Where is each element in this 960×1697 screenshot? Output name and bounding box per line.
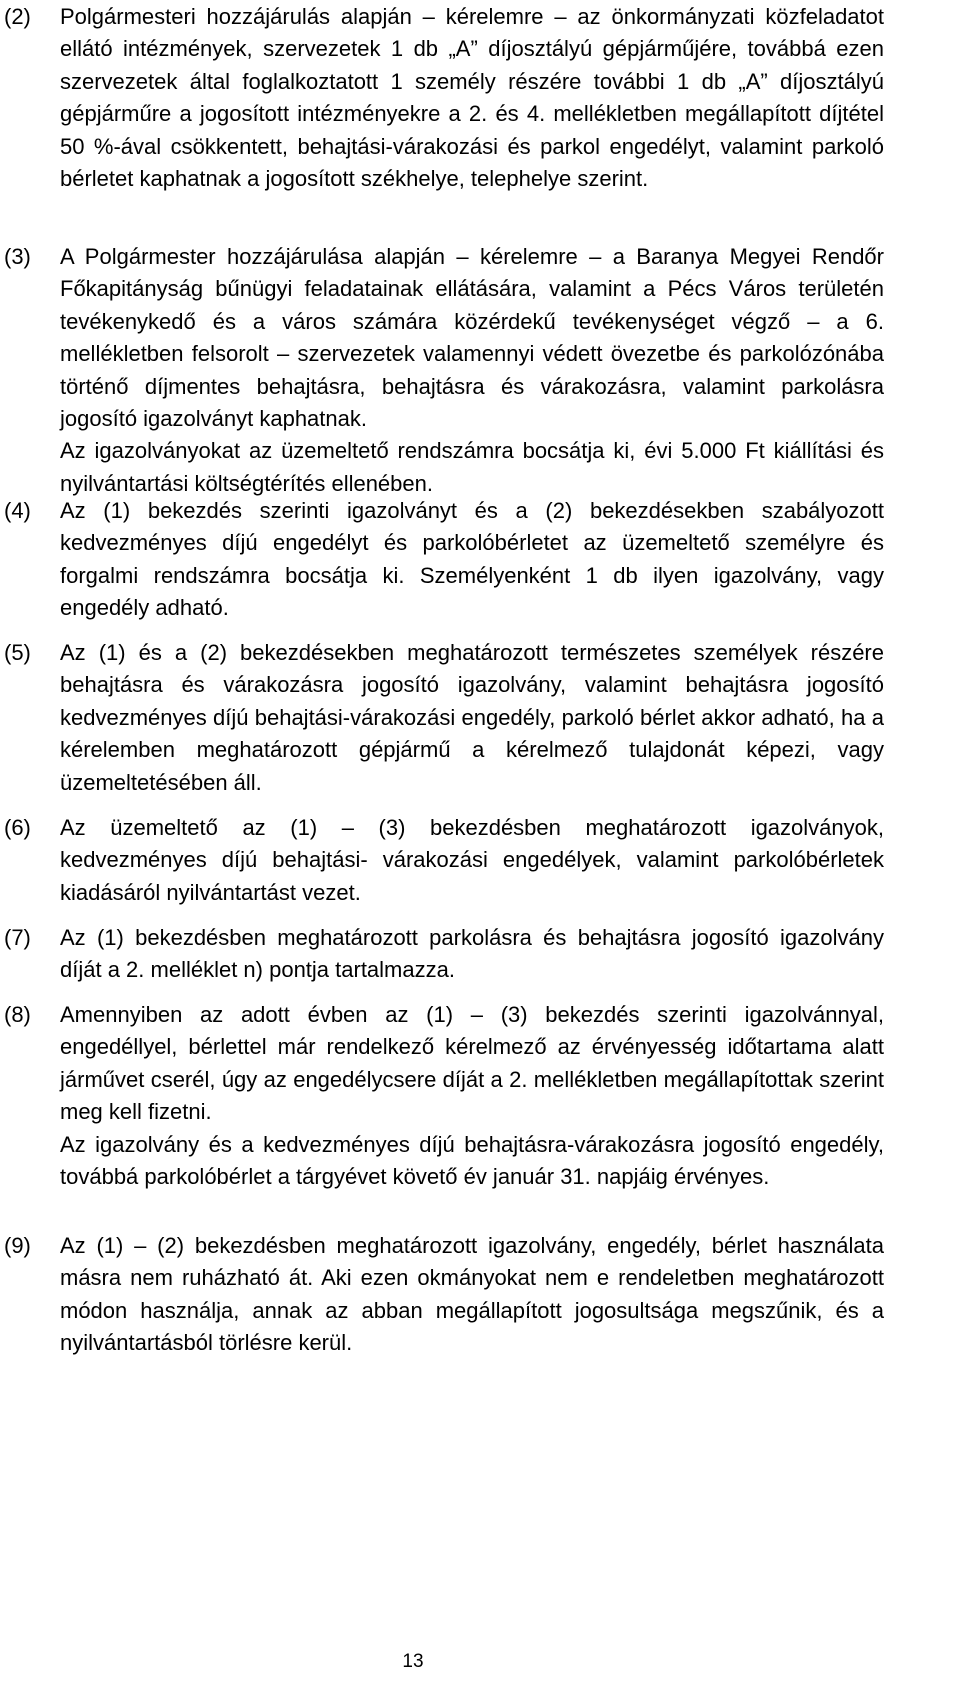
paragraph-text: Az igazolvány és a kedvezményes díjú behajtásra-várakozásra jogosító engedély, továbbá parkolóbérlet a tárgyévet követő év január 31. napjáig érvényes. bbox=[60, 1131, 884, 1190]
paragraph-body bbox=[60, 495, 884, 625]
paragraph-body bbox=[60, 1230, 884, 1360]
paragraph-text: A Polgármester hozzájárulása alapján – kérelemre – a Baranya Megyei Rendőr Főkapitányság bűnügyi feladatainak ellátására, valamint a Pécs Város területén tevékenykedő és a város számára közérdekű tevékenységet végző – a 6. mellékletben felsorolt – szervezetek valamennyi védett övezetbe és parkolózónába történő díjmentes behajtásra, behajtásra és várakozásra, valamint parkolásra jogosító igazolványt kaphatnak. bbox=[60, 244, 884, 432]
paragraph-number: (3) bbox=[4, 244, 31, 269]
paragraph-number: (4) bbox=[4, 498, 31, 523]
paragraph-text: Az (1) bekezdésben meghatározott parkolásra és behajtásra jogosító igazolvány díját a 2. melléklet n) pontja tartalmazza. bbox=[60, 925, 884, 983]
paragraph-body bbox=[60, 812, 884, 909]
paragraph-body bbox=[60, 637, 884, 799]
paragraph-text: Az üzemeltető az (1) – (3) bekezdésben meghatározott igazolványok, kedvezményes díjú behajtási- várakozási engedélyek, valamint parkolóbérletek kiadásáról nyilvántartást vezet. bbox=[60, 815, 884, 905]
paragraph-body bbox=[60, 999, 884, 1193]
paragraph-text: Amennyiben az adott évben az (1) – (3) bekezdés szerinti igazolvánnyal, engedéllyel, bérlettel már rendelkező kérelmező az érvényesség időtartama alatt járművet cserél, úgy az engedélycsere díját a 2. mellékletben megállapítottak szerint meg kell fizetni. bbox=[60, 1002, 884, 1125]
paragraph-number: (9) bbox=[4, 1233, 31, 1258]
paragraph-body bbox=[60, 922, 884, 987]
paragraph-number: (6) bbox=[4, 815, 31, 840]
paragraph-text: Polgármesteri hozzájárulás alapján – kérelemre – az önkormányzati közfeladatot ellátó intézmények, szervezetek 1 db „A” díjosztályú gépjárműjére, továbbá ezen szervezetek által foglalkoztatott 1 személy részére további 1 db „A” díjosztályú gépjárműre a jogosított intézményekre a 2. és 4. mellékletben megállapított díjtétel 50 %-ával csökkentett, behajtási-várakozási és parkol engedélyt, valamint parkoló bérletet kaphatnak a jogosított székhelye, telephelye szerint. bbox=[60, 4, 884, 192]
paragraph-text: Az igazolványokat az üzemeltető rendszámra bocsátja ki, évi 5.000 Ft kiállítási és nyilvántartási költségtérítés ellenében. bbox=[60, 438, 884, 496]
paragraph-body bbox=[60, 241, 884, 500]
page-number: 13 bbox=[402, 1651, 424, 1672]
paragraph-text: Az (1) bekezdés szerinti igazolványt és a (2) bekezdésekben szabályozott kedvezményes díjú engedélyt és parkolóbérletet az üzemeltető személyre és forgalmi rendszámra bocsátja ki. Személyenként 1 db ilyen igazolvány, vagy engedély adható. bbox=[60, 498, 884, 621]
paragraph-text: Az (1) és a (2) bekezdésekben meghatározott természetes személyek részére behajtásra és várakozásra jogosító igazolvány, valamint behajtásra jogosító kedvezményes díjú behajtási-várakozási engedély, parkoló bérlet akkor adható, ha a kérelemben meghatározott gépjármű a kérelmező tulajdonát képezi, vagy üzemeltetésében áll. bbox=[60, 640, 884, 795]
paragraph-number: (2) bbox=[4, 4, 31, 29]
paragraph-text: Az (1) – (2) bekezdésben meghatározott igazolvány, engedély, bérlet használata másra nem ruházható át. Aki ezen okmányokat nem e rendeletben meghatározott módon használja, annak az abban megállapított jogosultsága megszűnik, és a nyilvántartásból törlésre kerül. bbox=[60, 1233, 884, 1356]
paragraph-number: (5) bbox=[4, 640, 31, 665]
paragraph-number: (8) bbox=[4, 1002, 31, 1027]
paragraph-body bbox=[60, 1, 884, 195]
paragraph-number: (7) bbox=[4, 925, 31, 950]
